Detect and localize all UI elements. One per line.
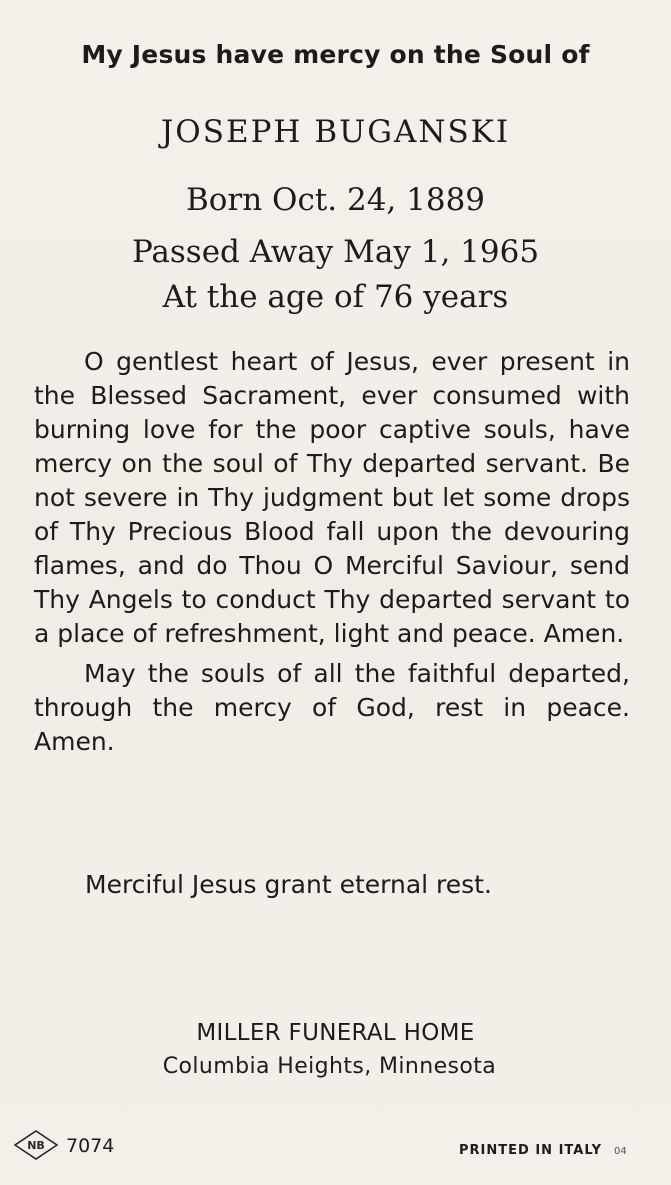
svg-text:NB: NB (27, 1139, 45, 1152)
death-date: Passed Away May 1, 1965 (131, 234, 540, 270)
funeral-home-name: MILLER FUNERAL HOME (196, 1020, 475, 1046)
prayer-text (34, 345, 630, 759)
nb-diamond-logo-icon (14, 1130, 58, 1160)
age-at-death: At the age of 76 years (162, 279, 509, 315)
deceased-name: JOSEPH BUGANSKI (160, 114, 511, 150)
closing-prayer: May the souls of all the faithful departed, through the mercy of God, rest in peace. Amen. (34, 659, 630, 756)
final-line: Merciful Jesus grant eternal rest. (85, 870, 492, 899)
card-header: My Jesus have mercy on the Soul of (81, 40, 590, 69)
prayer-paragraph: O gentlest heart of Jesus, ever present in the Blessed Sacrament, ever consumed with burning love for the poor captive souls, have mercy on the soul of Thy departed servant. Be not severe in Thy judgment but let some drops of Thy Precious Blood fall upon the devouring flames, and do Thou O Merciful Saviour, send Thy Angels to conduct Thy departed servant to a place of refreshment, light and peace. Amen. (34, 347, 630, 648)
printed-in-italy: PRINTED IN ITALY (459, 1143, 602, 1158)
card-number: 7074 (66, 1135, 115, 1157)
birth-date: Born Oct. 24, 1889 (185, 182, 486, 218)
funeral-home-location: Columbia Heights, Minnesota (162, 1054, 497, 1079)
printed-code: 04 (614, 1146, 627, 1157)
